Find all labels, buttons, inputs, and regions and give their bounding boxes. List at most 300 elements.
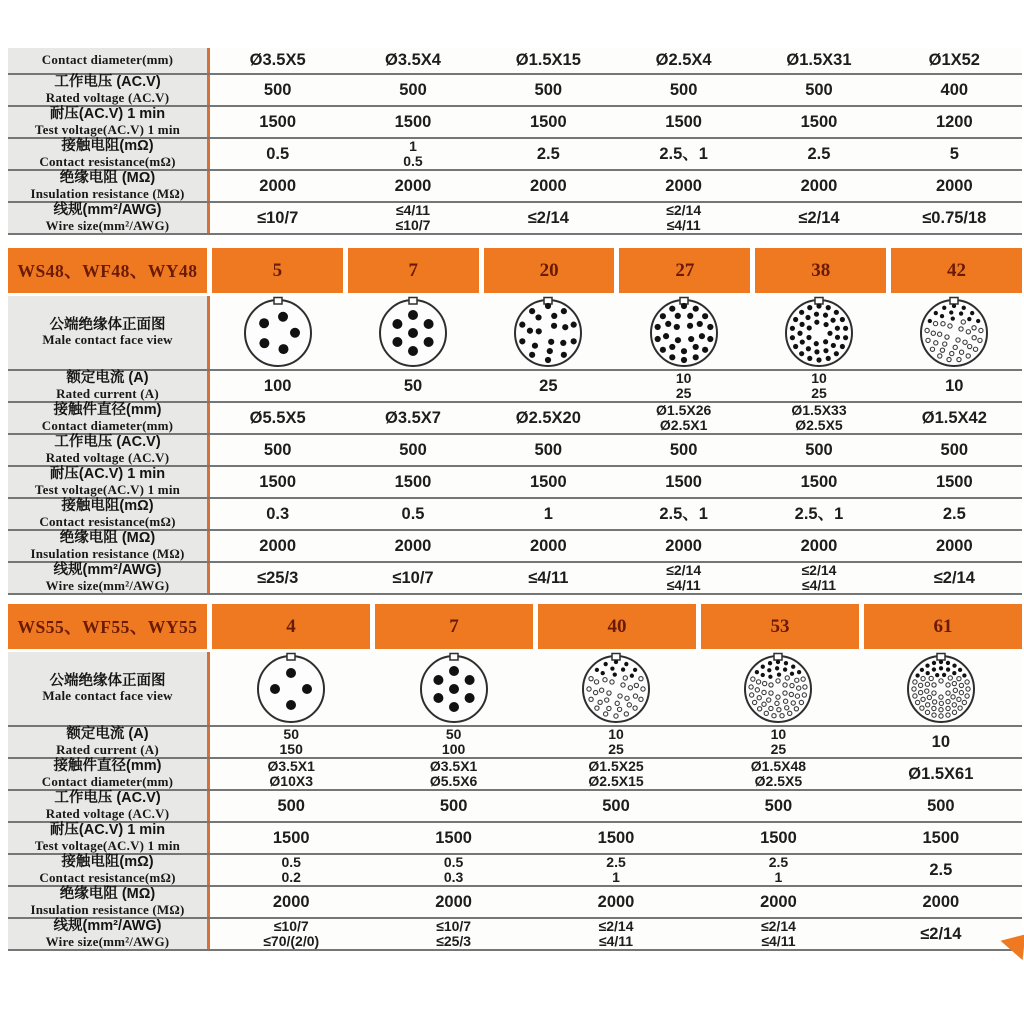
- spec-value: [481, 203, 616, 233]
- spec-value: [535, 823, 697, 853]
- spec-value-line: 2000: [394, 176, 432, 195]
- spec-value-line: Ø2.5X5: [795, 417, 843, 433]
- spec-row-test_voltage: [8, 467, 1022, 499]
- row-label-en: Contact diameter(mm): [41, 52, 174, 68]
- spec-value: [210, 403, 345, 433]
- pin-count-header: 40: [538, 604, 696, 649]
- row-label-en: Wire size(mm²/AWG): [45, 933, 170, 949]
- spec-value: [751, 371, 886, 401]
- spec-value: [751, 203, 886, 233]
- spec-value-line: Ø3.5X7: [385, 408, 441, 427]
- row-label-zh: 耐压(AC.V) 1 min: [49, 466, 166, 483]
- spec-value-line: 25: [675, 385, 692, 401]
- spec-value: [372, 919, 534, 949]
- spec-value: [535, 727, 697, 757]
- spec-value: [481, 371, 616, 401]
- spec-value-line: ≤2/14: [666, 561, 702, 578]
- spec-row-contact_diameter: [8, 48, 1022, 75]
- spec-tables-container: [8, 48, 1022, 951]
- spec-row-wire_size: [8, 919, 1022, 951]
- row-label: [8, 467, 210, 497]
- spec-value: [860, 823, 1022, 853]
- connector-face-diagram: [481, 296, 616, 369]
- spec-value: [751, 48, 886, 73]
- spec-value: [697, 823, 859, 853]
- row-label-en: Rated voltage (AC.V): [45, 89, 170, 105]
- spec-value: [345, 563, 480, 593]
- spec-value: [616, 48, 751, 73]
- spec-value: [481, 171, 616, 201]
- connector-face-diagram: [887, 296, 1022, 369]
- spec-value-line: 0.5: [401, 504, 425, 523]
- row-label-en: Wire size(mm²/AWG): [45, 577, 170, 593]
- row-label-zh: 接触电阻(mΩ): [61, 854, 154, 871]
- spec-value: [860, 727, 1022, 757]
- connector-face-svg: [645, 296, 723, 369]
- spec-value: [887, 107, 1022, 137]
- spec-value-line: 2.5、1: [659, 144, 708, 163]
- pin-count-header: 4: [212, 604, 370, 649]
- connector-face-diagram: [697, 652, 859, 725]
- spec-value-line: Ø3.5X5: [249, 51, 306, 70]
- row-label-en: Male contact face view: [42, 688, 173, 704]
- spec-value-line: Ø2.5X15: [588, 773, 644, 789]
- connector-face-svg: [374, 296, 452, 369]
- spec-value-line: Ø2.5X1: [659, 417, 708, 433]
- spec-value-line: 1500: [597, 828, 635, 847]
- row-label-en: Insulation resistance (MΩ): [30, 901, 185, 917]
- spec-value: [210, 919, 372, 949]
- spec-value-line: Ø1X52: [928, 51, 980, 70]
- spec-value-line: 2000: [922, 892, 960, 911]
- spec-value-line: 2.5: [942, 504, 966, 523]
- row-label-zh: 接触件直径(mm): [53, 758, 162, 775]
- spec-value-line: ≤0.75/18: [922, 208, 987, 227]
- spec-value-line: ≤4/11: [761, 933, 796, 949]
- spec-value-line: 1500: [272, 828, 310, 847]
- spec-row-rated_voltage: [8, 791, 1022, 823]
- spec-value-line: 500: [927, 796, 955, 815]
- spec-value-line: 2000: [272, 892, 310, 911]
- spec-value: [616, 499, 751, 529]
- spec-value: [887, 563, 1022, 593]
- spec-value-line: ≤2/14: [920, 924, 962, 943]
- spec-value-line: 500: [263, 80, 292, 99]
- row-label: [8, 919, 210, 949]
- spec-value-line: 1: [543, 504, 553, 523]
- spec-value: [616, 75, 751, 105]
- row-label-en: Rated voltage (AC.V): [45, 805, 170, 821]
- spec-value: [345, 107, 480, 137]
- spec-value: [345, 171, 480, 201]
- table-section-top-partial: [8, 48, 1022, 235]
- spec-value: [210, 48, 345, 73]
- spec-value-line: ≤4/11: [666, 217, 701, 233]
- connector-face-diagram: [210, 652, 372, 725]
- spec-value: [481, 563, 616, 593]
- spec-value-line: ≤2/14: [933, 568, 975, 587]
- spec-value: [887, 403, 1022, 433]
- connector-face-svg: [902, 652, 980, 725]
- spec-value-line: 10: [675, 369, 692, 386]
- row-label-zh: 耐压(AC.V) 1 min: [49, 106, 166, 123]
- series-header-row: [8, 248, 1022, 293]
- spec-value: [616, 467, 751, 497]
- spec-value: [210, 203, 345, 233]
- spec-value-line: ≤10/7: [257, 208, 299, 227]
- spec-value-line: ≤2/14: [760, 917, 796, 934]
- spec-value: [751, 499, 886, 529]
- spec-value: [697, 855, 859, 885]
- spec-value-line: 1500: [529, 112, 567, 131]
- spec-value-line: Ø1.5X33: [791, 401, 847, 418]
- row-label: [8, 727, 210, 757]
- spec-value: [535, 759, 697, 789]
- row-label-zh: 线规(mm²/AWG): [53, 918, 162, 935]
- spec-value-line: 2.5: [807, 144, 831, 163]
- spec-value-line: 50: [445, 725, 462, 742]
- spec-value: [481, 531, 616, 561]
- spec-value-line: ≤4/11: [598, 933, 634, 949]
- spec-value: [372, 727, 534, 757]
- spec-value: [372, 855, 534, 885]
- spec-value-line: 2.5: [606, 853, 626, 870]
- spec-value: [751, 563, 886, 593]
- spec-value: [751, 75, 886, 105]
- spec-value: [535, 887, 697, 917]
- spec-value-line: Ø2.5X20: [515, 408, 581, 427]
- spec-value-line: 500: [669, 80, 698, 99]
- spec-value: [697, 919, 859, 949]
- spec-value: [751, 435, 886, 465]
- spec-value-line: 1500: [529, 472, 567, 491]
- spec-row-test_voltage: [8, 823, 1022, 855]
- spec-value-line: Ø1.5X48: [750, 757, 807, 774]
- spec-value: [210, 727, 372, 757]
- spec-value: [887, 48, 1022, 73]
- spec-value-line: 10: [811, 369, 827, 386]
- spec-value: [535, 919, 697, 949]
- spec-value-line: Ø10X3: [269, 773, 313, 789]
- spec-value-line: 10: [770, 725, 787, 742]
- spec-value: [481, 107, 616, 137]
- spec-value: [887, 467, 1022, 497]
- spec-value-line: Ø1.5X15: [515, 51, 581, 70]
- row-label-en: Insulation resistance (MΩ): [30, 545, 185, 561]
- spec-value-line: 50: [403, 376, 423, 395]
- spec-value: [751, 171, 886, 201]
- spec-value: [210, 467, 345, 497]
- spec-value-line: 1500: [665, 472, 702, 491]
- row-label-zh: 绝缘电阻 (MΩ): [59, 886, 156, 903]
- spec-value: [697, 727, 859, 757]
- spec-value-line: 2000: [665, 176, 702, 195]
- spec-value-line: Ø2.5X5: [754, 773, 803, 789]
- spec-value-line: 2.5: [536, 144, 560, 163]
- row-label-zh: 绝缘电阻 (MΩ): [59, 530, 156, 547]
- spec-value-line: 1500: [665, 112, 702, 131]
- row-label-zh: 接触电阻(mΩ): [61, 498, 154, 515]
- spec-value: [345, 75, 480, 105]
- spec-value-line: 2000: [259, 176, 297, 195]
- table-section-ws48: [8, 248, 1022, 595]
- spec-value: [481, 403, 616, 433]
- pin-count-header: 53: [701, 604, 859, 649]
- spec-row-insulation_resistance: [8, 531, 1022, 563]
- spec-value-line: 0.5: [443, 853, 464, 870]
- spec-value: [372, 791, 534, 821]
- spec-value: [697, 759, 859, 789]
- pin-count-header: 5: [212, 248, 343, 293]
- spec-value-line: 500: [940, 440, 969, 459]
- spec-value: [535, 855, 697, 885]
- spec-value: [860, 791, 1022, 821]
- spec-row-contact_resistance: [8, 139, 1022, 171]
- spec-value-line: 25: [770, 741, 787, 757]
- spec-value: [345, 531, 480, 561]
- row-label: [8, 48, 210, 73]
- spec-value-line: 500: [669, 440, 698, 459]
- spec-value-line: 0.3: [443, 869, 464, 885]
- row-label-en: Rated current (A): [56, 385, 159, 401]
- row-label-en: Rated voltage (AC.V): [45, 449, 170, 465]
- spec-value-line: Ø3.5X4: [385, 51, 441, 70]
- row-label-zh: 接触件直径(mm): [53, 402, 162, 419]
- spec-value-line: 2000: [935, 176, 973, 195]
- spec-value-line: 1500: [760, 828, 797, 847]
- row-label-zh: 工作电压 (AC.V): [54, 790, 161, 807]
- spec-value: [616, 203, 751, 233]
- spec-value: [616, 403, 751, 433]
- spec-value-line: 10: [945, 376, 964, 395]
- row-label: [8, 855, 210, 885]
- pin-count-header: 7: [348, 248, 479, 293]
- spec-value: [860, 887, 1022, 917]
- spec-value-line: ≤4/11: [801, 577, 837, 593]
- spec-value: [616, 171, 751, 201]
- spec-value-line: 150: [279, 741, 303, 757]
- spec-value: [751, 403, 886, 433]
- pin-count-header: 38: [755, 248, 886, 293]
- pin-count-header: 61: [864, 604, 1022, 649]
- connector-face-svg: [509, 296, 587, 369]
- spec-value-line: Ø3.5X1: [267, 757, 315, 774]
- spec-value-line: 2000: [760, 892, 797, 911]
- spec-value: [345, 499, 480, 529]
- spec-row-wire_size: [8, 563, 1022, 595]
- table-section-ws55: [8, 604, 1022, 951]
- spec-value: [481, 75, 616, 105]
- spec-value: [751, 531, 886, 561]
- row-label-zh: 公端绝缘体正面图: [49, 672, 166, 689]
- row-label: [8, 887, 210, 917]
- connector-face-svg: [915, 296, 993, 369]
- row-label: [8, 371, 210, 401]
- spec-value: [616, 139, 751, 169]
- spec-row-rated_voltage: [8, 75, 1022, 107]
- spec-value: [751, 139, 886, 169]
- series-title: WS55、WF55、WY55: [8, 604, 207, 649]
- spec-value: [210, 139, 345, 169]
- spec-value: [887, 171, 1022, 201]
- spec-value: [210, 371, 345, 401]
- pin-count-header: 20: [484, 248, 615, 293]
- spec-row-wire_size: [8, 203, 1022, 235]
- face-view-row: [8, 652, 1022, 727]
- row-label-zh: 额定电流 (A): [66, 726, 149, 743]
- spec-value-line: 1: [612, 869, 620, 885]
- spec-value: [372, 759, 534, 789]
- spec-value-line: ≤2/14: [798, 208, 840, 227]
- spec-value-line: ≤10/7: [273, 917, 309, 934]
- spec-row-contact_diameter: [8, 759, 1022, 791]
- row-label-face-view: [8, 652, 210, 725]
- spec-value-line: 2000: [259, 536, 297, 555]
- spec-value-line: Ø3.5X1: [429, 757, 478, 774]
- spec-value-line: 1500: [394, 112, 432, 131]
- spec-row-contact_diameter: [8, 403, 1022, 435]
- spec-value: [616, 531, 751, 561]
- spec-value-line: 2.5、1: [794, 504, 844, 523]
- spec-value-line: ≤25/3: [436, 933, 472, 949]
- row-label-en: Test voltage(AC.V) 1 min: [34, 837, 181, 853]
- spec-value-line: 500: [602, 796, 630, 815]
- row-label: [8, 403, 210, 433]
- row-label-zh: 公端绝缘体正面图: [49, 316, 166, 333]
- spec-value: [887, 139, 1022, 169]
- spec-value: [345, 371, 480, 401]
- spec-value: [887, 531, 1022, 561]
- spec-value: [887, 435, 1022, 465]
- spec-value-line: 1500: [800, 112, 838, 131]
- spec-value-line: 10: [931, 732, 950, 751]
- spec-value-line: 1500: [435, 828, 472, 847]
- spec-value-line: 500: [534, 440, 563, 459]
- connector-face-diagram: [860, 652, 1022, 725]
- row-label: [8, 531, 210, 561]
- spec-value: [887, 203, 1022, 233]
- connector-face-svg: [780, 296, 858, 369]
- spec-value: [535, 791, 697, 821]
- spec-value: [481, 499, 616, 529]
- spec-value-line: 0.5: [403, 153, 423, 169]
- row-label-zh: 工作电压 (AC.V): [54, 434, 161, 451]
- spec-value: [481, 48, 616, 73]
- connector-face-diagram: [535, 652, 697, 725]
- connector-face-svg: [239, 296, 317, 369]
- spec-value: [616, 107, 751, 137]
- spec-row-contact_resistance: [8, 855, 1022, 887]
- spec-value: [345, 48, 480, 73]
- spec-value-line: 500: [277, 796, 305, 815]
- connector-face-diagram: [372, 652, 534, 725]
- row-label: [8, 563, 210, 593]
- spec-value: [616, 563, 751, 593]
- row-label: [8, 171, 210, 201]
- spec-value-line: 1: [774, 869, 783, 885]
- row-label-zh: 接触电阻(mΩ): [61, 138, 154, 155]
- spec-value-line: Ø2.5X4: [655, 51, 712, 70]
- spec-value-line: 1500: [800, 472, 838, 491]
- spec-value: [860, 919, 1022, 949]
- pin-count-header: 27: [619, 248, 750, 293]
- spec-value-line: 1500: [259, 112, 297, 131]
- spec-value-line: 1500: [935, 472, 973, 491]
- spec-value: [210, 531, 345, 561]
- row-label: [8, 759, 210, 789]
- spec-value: [887, 75, 1022, 105]
- spec-value: [887, 499, 1022, 529]
- connector-face-svg: [252, 652, 330, 725]
- orange-arrow-icon: [999, 932, 1024, 960]
- spec-value-line: Ø1.5X26: [656, 401, 712, 418]
- row-label-en: Contact resistance(mΩ): [39, 513, 176, 529]
- spec-value-line: Ø1.5X42: [921, 408, 987, 427]
- spec-value-line: 100: [441, 741, 466, 757]
- spec-value: [345, 467, 480, 497]
- spec-value-line: ≤4/11: [528, 568, 569, 587]
- spec-value: [887, 371, 1022, 401]
- spec-value: [481, 467, 616, 497]
- spec-value-line: 0.3: [266, 504, 290, 523]
- spec-value-line: 500: [399, 440, 427, 459]
- spec-value-line: 1500: [922, 828, 960, 847]
- row-label: [8, 791, 210, 821]
- face-view-row: [8, 296, 1022, 371]
- spec-value-line: 400: [940, 80, 969, 99]
- spec-value: [860, 855, 1022, 885]
- spec-value: [860, 759, 1022, 789]
- spec-value-line: 5: [949, 144, 959, 163]
- spec-value: [210, 75, 345, 105]
- spec-value: [345, 435, 480, 465]
- connector-face-diagram: [345, 296, 480, 369]
- spec-value: [210, 435, 345, 465]
- connector-face-diagram: [616, 296, 751, 369]
- series-header-row: [8, 604, 1022, 649]
- row-label: [8, 435, 210, 465]
- spec-row-insulation_resistance: [8, 887, 1022, 919]
- spec-value-line: 0.5: [266, 144, 290, 163]
- spec-value-line: 25: [539, 376, 558, 395]
- spec-value-line: 2.5: [929, 860, 953, 879]
- row-label-en: Test voltage(AC.V) 1 min: [34, 481, 181, 497]
- spec-value-line: 500: [439, 796, 468, 815]
- row-label: [8, 823, 210, 853]
- spec-value-line: 2000: [665, 536, 702, 555]
- connector-face-diagram: [751, 296, 886, 369]
- spec-value-line: 2000: [935, 536, 973, 555]
- spec-value-line: 50: [283, 725, 299, 742]
- spec-value-line: Ø5.5X6: [429, 773, 478, 789]
- spec-value-line: Ø5.5X5: [249, 408, 306, 427]
- row-label: [8, 139, 210, 169]
- spec-value-line: 2000: [800, 176, 838, 195]
- spec-value: [210, 887, 372, 917]
- spec-value-line: ≤2/14: [527, 208, 569, 227]
- spec-value-line: 500: [764, 796, 793, 815]
- spec-value: [345, 139, 480, 169]
- row-label-face-view: [8, 296, 210, 369]
- spec-value: [751, 467, 886, 497]
- spec-value: [751, 107, 886, 137]
- row-label: [8, 107, 210, 137]
- row-label: [8, 499, 210, 529]
- spec-value: [210, 171, 345, 201]
- spec-value-line: ≤2/14: [666, 201, 702, 218]
- row-label-en: Contact resistance(mΩ): [39, 153, 176, 169]
- spec-value-line: 2.5、1: [659, 504, 708, 523]
